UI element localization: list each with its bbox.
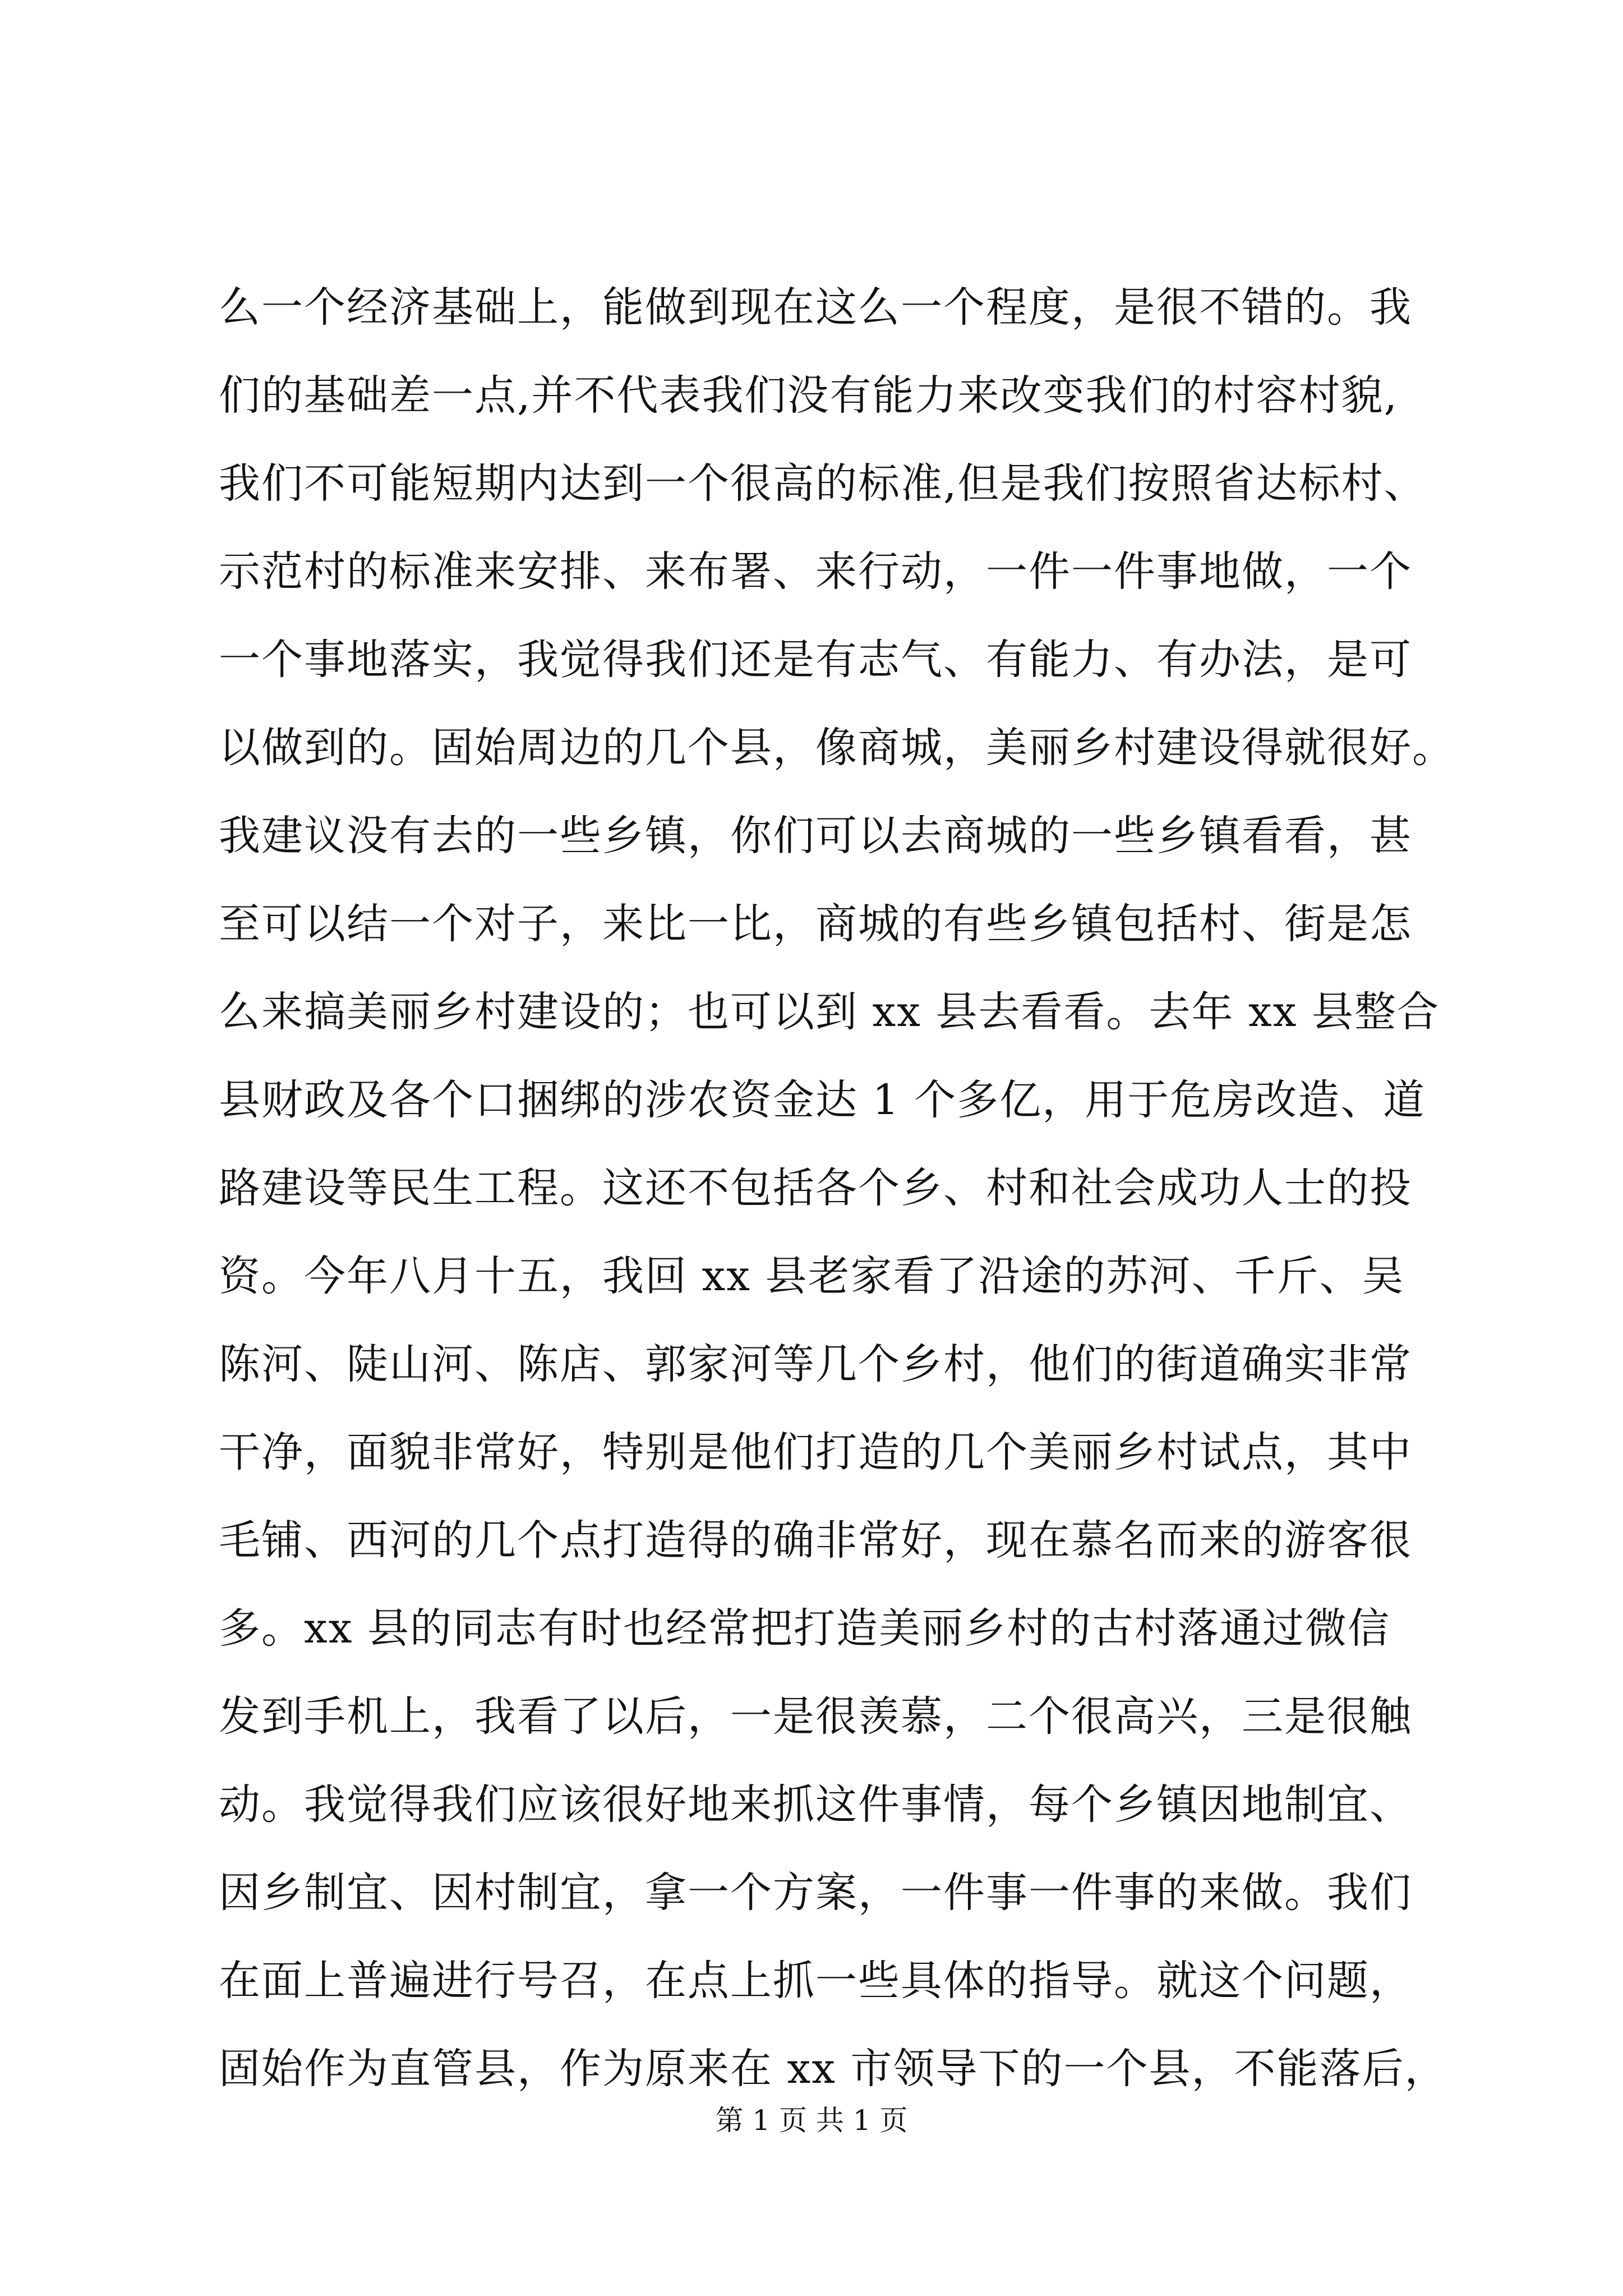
text-line-9: 么来搞美丽乡村建设的；也可以到 xx 县去看看。去年 xx 县整合 [219,988,1440,1036]
text-line-2: 们的基础差一点,并不代表我们没有能力来改变我们的村容村貌, [219,371,1399,420]
text-line-17: 发到手机上，我看了以后，一是很羡慕，二个很高兴，三是很触 [219,1692,1412,1741]
text-line-14: 干净，面貌非常好，特别是他们打造的几个美丽乡村试点，其中 [219,1428,1412,1476]
text-line-11: 路建设等民生工程。这还不包括各个乡、村和社会成功人士的投 [219,1164,1412,1212]
text-line-8: 至可以结一个对子，来比一比，商城的有些乡镇包括村、街是怎 [219,900,1412,948]
text-line-4: 示范村的标准来安排、来布署、来行动，一件一件事地做，一个 [219,547,1412,596]
text-line-7: 我建议没有去的一些乡镇，你们可以去商城的一些乡镇看看，甚 [219,812,1412,860]
text-line-21: 固始作为直管县，作为原来在 xx 市领导下的一个县，不能落后， [219,2045,1447,2093]
text-line-10: 县财政及各个口捆绑的涉农资金达 1 个多亿，用于危房改造、道 [219,1076,1426,1124]
body-text [219,264,1481,2113]
text-line-19: 因乡制宜、因村制宜，拿一个方案，一件事一件事的来做。我们 [219,1869,1412,1917]
page-footer: 第 1 页 共 1 页 [715,2104,908,2137]
text-line-5: 一个事地落实，我觉得我们还是有志气、有能力、有办法，是可 [219,636,1412,684]
text-line-3: 我们不可能短期内达到一个很高的标准,但是我们按照省达标村、 [219,459,1427,508]
text-line-6: 以做到的。固始周边的几个县，像商城，美丽乡村建设得就很好。 [219,724,1455,772]
text-line-20: 在面上普遍进行号召，在点上抓一些具体的指导。就这个问题， [219,1957,1412,2005]
text-line-13: 陈河、陡山河、陈店、郭家河等几个乡村，他们的街道确实非常 [219,1340,1412,1388]
text-line-12: 资。今年八月十五，我回 xx 县老家看了沿途的苏河、千斤、吴 [219,1252,1405,1300]
text-line-1: 么一个经济基础上，能做到现在这么一个程度，是很不错的。我 [219,283,1412,332]
text-line-15: 毛铺、西河的几个点打造得的确非常好，现在慕名而来的游客很 [219,1516,1412,1565]
text-line-16: 多。xx 县的同志有时也经常把打造美丽乡村的古村落通过微信 [219,1604,1390,1653]
text-line-18: 动。我觉得我们应该很好地来抓这件事情，每个乡镇因地制宜、 [219,1780,1412,1829]
